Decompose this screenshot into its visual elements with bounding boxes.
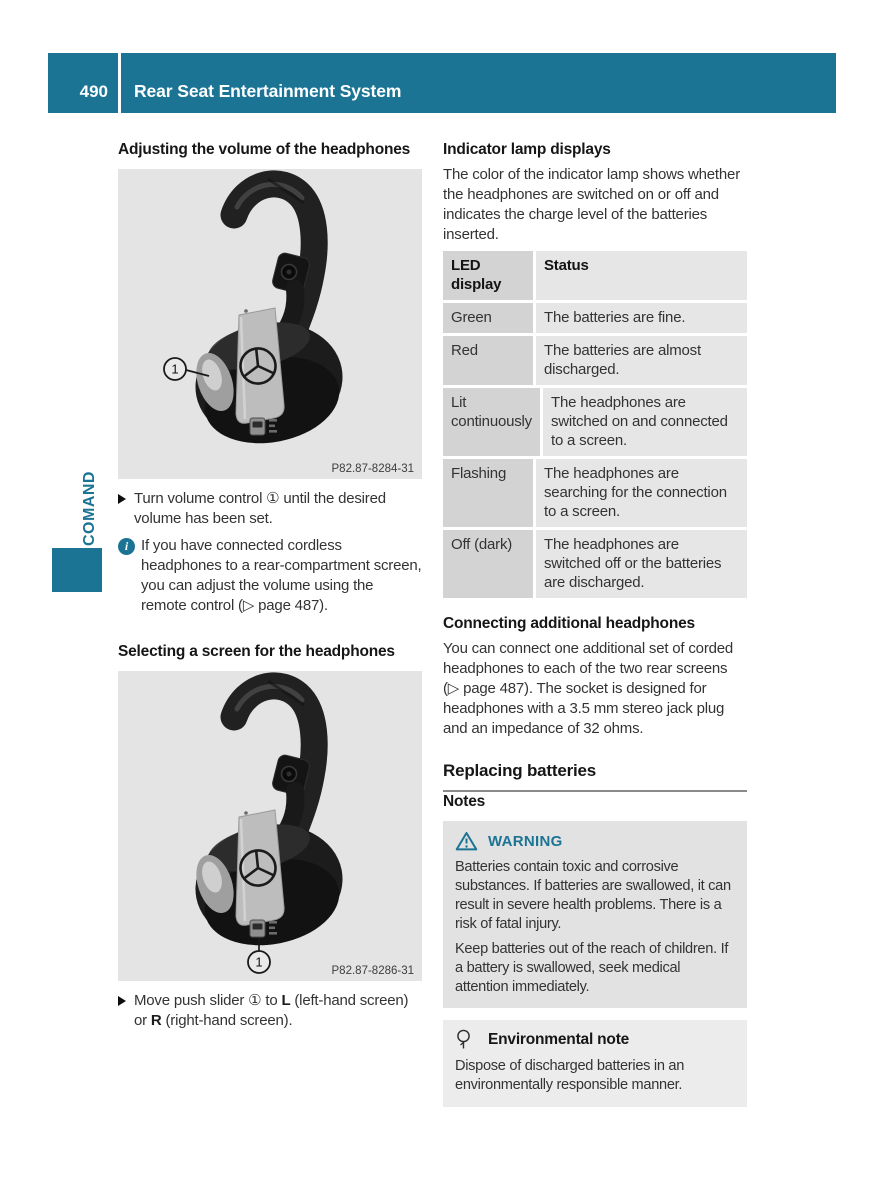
connecting-text: You can connect one additional set of corded headphones to each of the two rear screens (▷ page 487). The socket is designed for headphones with a 3.5 mm stereo jack plug and an impedance of 32 ohms.: [443, 640, 734, 737]
sidebar-chapter-label: COMAND: [81, 471, 98, 546]
environmental-header: [455, 1029, 735, 1050]
figure-headphones-slider: [118, 671, 422, 981]
svg-text:1: 1: [171, 361, 179, 377]
heading-indicator-lamp: Indicator lamp displays: [443, 141, 611, 158]
warning-paragraph: Batteries contain toxic and corrosive substances. If batteries are swallowed, it can result in severe health problems. There is a risk of fatal injury.: [455, 859, 731, 932]
environment-tree-icon: [455, 1029, 472, 1050]
environmental-label: Environmental note: [488, 1030, 630, 1048]
svg-text:1: 1: [255, 954, 263, 970]
warning-paragraph: Keep batteries out of the reach of children. If a battery is swallowed, seek medical attention immediately.: [455, 941, 729, 995]
environmental-note-box: [443, 1020, 747, 1107]
warning-header: [455, 831, 735, 851]
figure-headphones-volume: [118, 169, 422, 479]
heading-connecting-headphones: Connecting additional headphones: [443, 615, 695, 632]
instruction-turn-volume: Turn volume control ① until the desired volume has been set.: [118, 489, 422, 529]
page-number: 490: [79, 82, 108, 101]
warning-label: WARNING: [488, 832, 563, 850]
figure-caption: P82.87-8284-31: [331, 463, 414, 475]
right-column: [443, 140, 747, 1107]
headphones-illustration: [118, 671, 422, 981]
table-row: Flashing The headphones are searching for the connection to a screen.: [443, 459, 747, 527]
heading-replacing-batteries: Replacing batteries: [443, 761, 747, 792]
headphones-illustration: [118, 169, 422, 479]
left-column: [118, 140, 422, 1038]
heading-notes: Notes: [443, 793, 486, 810]
action-arrow-icon: [118, 494, 126, 504]
action-arrow-icon: [118, 996, 126, 1006]
table-row: Off (dark) The headphones are switched off or the batteries are discharged.: [443, 530, 747, 598]
warning-box: [443, 821, 747, 1008]
table-header-status: Status: [536, 251, 747, 300]
table-row: Green The batteries are fine.: [443, 303, 747, 333]
environmental-text: Dispose of discharged batteries in an environmentally responsible manner.: [455, 1058, 685, 1093]
page-title: Rear Seat Entertainment System: [134, 81, 402, 101]
heading-adjusting-volume: Adjusting the volume of the headphones: [118, 141, 411, 158]
warning-icon: [455, 831, 478, 851]
table-row: Red The batteries are almost discharged.: [443, 336, 747, 385]
sidebar-chapter-tab: [52, 548, 102, 592]
info-icon: i: [118, 538, 135, 555]
indicator-intro-text: The color of the indicator lamp shows whether the headphones are switched on or off and indicates the charge level of the batteries inserted.: [443, 166, 740, 243]
figure-caption: P82.87-8286-31: [331, 965, 414, 977]
table-row: Lit continuously The headphones are switched on and connected to a screen.: [443, 388, 747, 456]
table-header-row: [443, 251, 747, 300]
instruction-move-slider: Move push slider ① to L (left-hand screen) or R (right-hand screen).: [118, 991, 422, 1031]
info-note-cordless: i If you have connected cordless headphones to a rear-compartment screen, you can adjust the volume using the remote control (▷ page 487).: [118, 536, 422, 616]
heading-selecting-screen: Selecting a screen for the headphones: [118, 643, 395, 660]
table-header-led: LED display: [443, 251, 533, 300]
page-header: [48, 53, 836, 113]
led-status-table: [443, 251, 747, 598]
